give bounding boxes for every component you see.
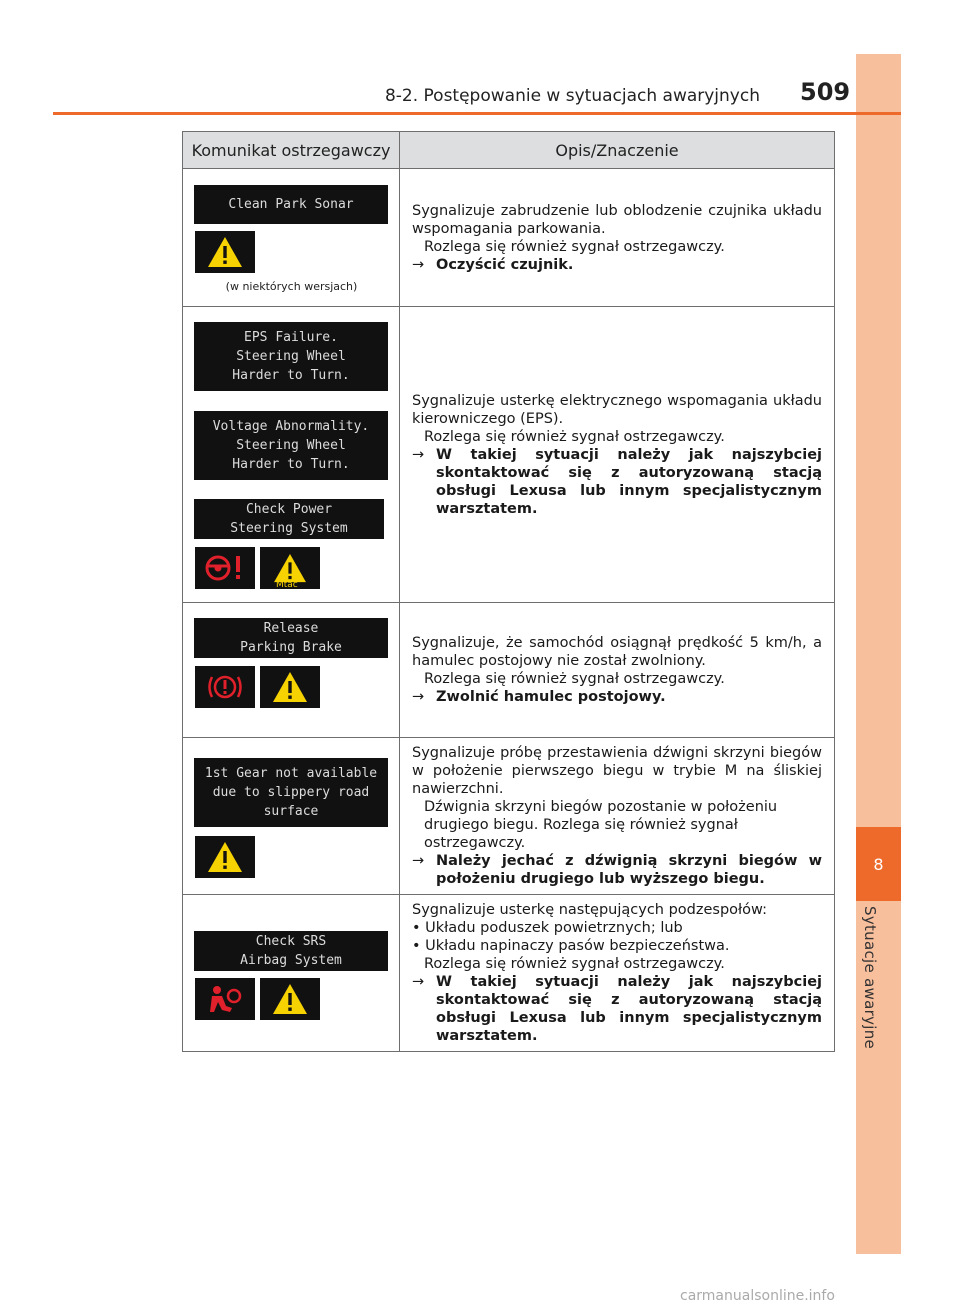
- description-note: Rozlega się również sygnał ostrzegawczy.: [424, 956, 725, 972]
- description-text: Sygnalizuje, że samochód osiągnął prędkość 5 km/h, a hamulec postojowy nie został zwolniony.: [412, 635, 822, 669]
- message-display: Check SRS Airbag System: [194, 931, 388, 971]
- arrow-icon: →: [412, 853, 425, 869]
- warning-triangle-icon: [260, 547, 320, 589]
- message-display: Voltage Abnormality. Steering Wheel Harder to Turn.: [194, 411, 388, 480]
- chapter-number: 8: [856, 827, 901, 901]
- page-number: 509: [800, 78, 851, 106]
- warning-display-cell: [183, 307, 400, 603]
- warning-triangle-icon: [195, 836, 255, 878]
- warning-display-cell: [183, 738, 400, 895]
- action-text: → Oczyścić czujnik.: [412, 256, 574, 273]
- description-note: Rozlega się również sygnał ostrzegawczy.: [424, 428, 725, 445]
- description-cell: [400, 895, 835, 1052]
- action-text: → Należy jechać z dźwignią skrzyni biegów w położeniu drugiego lub wyższego biegu.: [412, 853, 822, 887]
- warning-triangle-icon: [260, 978, 320, 1020]
- description-cell: [400, 169, 835, 307]
- warning-triangle-icon: [195, 231, 255, 273]
- table-row: [183, 307, 835, 603]
- description-cell: [400, 738, 835, 895]
- message-display: Release Parking Brake: [194, 618, 388, 658]
- description-note: Rozlega się również sygnał ostrzegawczy.: [424, 671, 725, 687]
- table-row: [183, 738, 835, 895]
- watermark: carmanualsonline.info: [680, 1288, 835, 1304]
- airbag-warning-icon: [195, 978, 255, 1020]
- column-header-description: Opis/Znaczenie: [400, 132, 835, 169]
- bullet-item: • Układu napinaczy pasów bezpieczeństwa.: [412, 938, 730, 954]
- description-text: Sygnalizuje usterkę elektrycznego wspomagania układu kierowniczego (EPS).: [412, 392, 822, 427]
- steering-warning-icon: [195, 547, 255, 589]
- brake-warning-icon: [195, 666, 255, 708]
- table-row: [183, 895, 835, 1052]
- warning-triangle-icon: [260, 666, 320, 708]
- table-header-row: [183, 132, 835, 169]
- arrow-icon: →: [412, 974, 425, 990]
- action-text: → Zwolnić hamulec postojowy.: [412, 689, 666, 705]
- description-cell: [400, 603, 835, 738]
- bullet-item: • Układu poduszek powietrznych; lub: [412, 920, 683, 936]
- arrow-icon: →: [412, 689, 425, 705]
- table-row: [183, 169, 835, 307]
- arrow-icon: →: [412, 256, 425, 273]
- arrow-icon: →: [412, 446, 425, 463]
- description-note: Dźwignia skrzyni biegów pozostanie w położeniu drugiego biegu. Rozlega się również sygnał ostrzegawczy.: [424, 799, 778, 851]
- action-text: → W takiej sytuacji należy jak najszybciej skontaktować się z autoryzowaną stacją obsługi Lexusa lub innym specjalistycznym warsztatem.: [412, 974, 822, 1044]
- description-cell: [400, 307, 835, 603]
- table-row: [183, 603, 835, 738]
- icon-caption: Mtac: [276, 580, 298, 590]
- section-title: 8-2. Postępowanie w sytuacjach awaryjnych: [384, 86, 760, 106]
- message-display: Clean Park Sonar: [194, 185, 388, 224]
- chapter-label: Sytuacje awaryjne: [861, 906, 879, 1050]
- header-rule: [53, 112, 901, 115]
- action-text: → W takiej sytuacji należy jak najszybciej skontaktować się z autoryzowaną stacją obsługi Lexusa lub innym specjalistycznym warsztatem.: [412, 446, 822, 517]
- warning-messages-table: [182, 131, 835, 1052]
- description-text: Sygnalizuje usterkę następujących podzespołów:: [412, 902, 767, 918]
- message-display: Check Power Steering System: [194, 499, 384, 539]
- message-display: EPS Failure. Steering Wheel Harder to Turn.: [194, 322, 388, 391]
- message-display: 1st Gear not available due to slippery road surface: [194, 758, 388, 827]
- description-note: Rozlega się również sygnał ostrzegawczy.: [424, 238, 725, 255]
- description-text: Sygnalizuje próbę przestawienia dźwigni skrzyni biegów w położenie pierwszego biegu w trybie M na śliskiej nawierzchni.: [412, 745, 822, 797]
- warning-display-cell: [183, 603, 400, 738]
- version-note: (w niektórych wersjach): [225, 280, 358, 293]
- warning-display-cell: [183, 895, 400, 1052]
- description-text: Sygnalizuje zabrudzenie lub oblodzenie czujnika układu wspomagania parkowania.: [412, 202, 822, 237]
- warning-display-cell: [183, 169, 400, 307]
- column-header-warning: Komunikat ostrzegawczy: [183, 132, 400, 169]
